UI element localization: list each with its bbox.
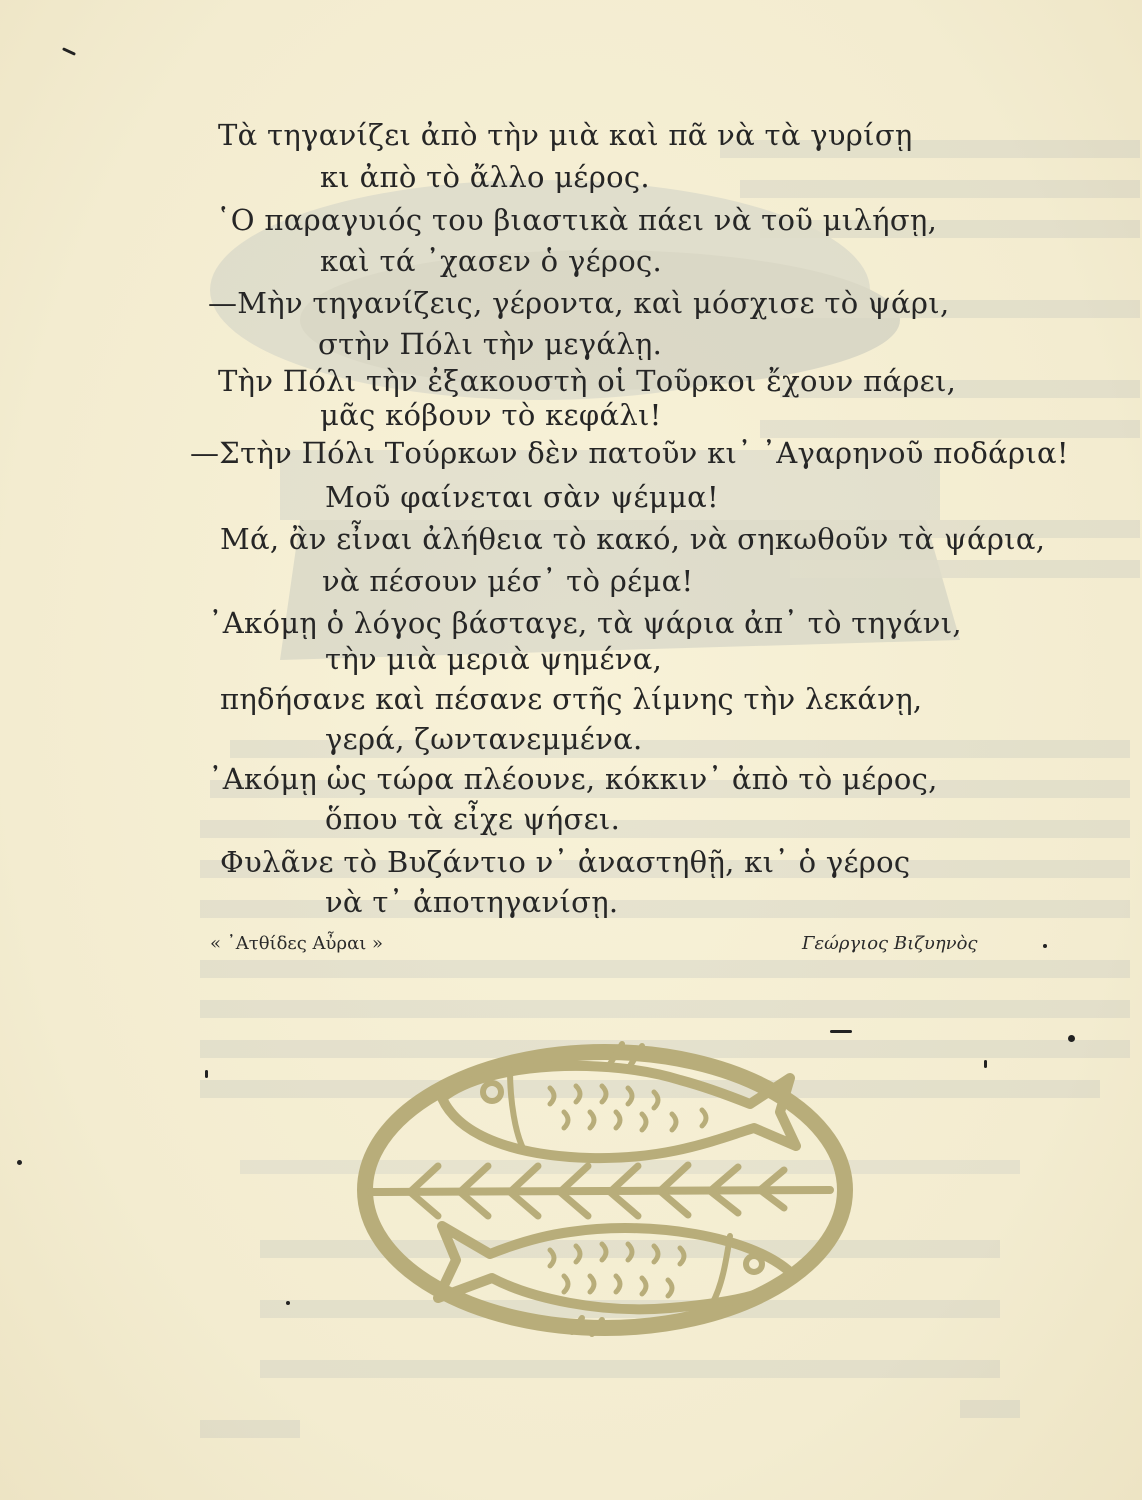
poem-line: Τὰ τηγανίζει ἀπὸ τὴν μιὰ καὶ πᾶ νὰ τὰ γυρίσῃ [218,118,913,152]
ink-speck [286,1301,290,1305]
poem-line: στὴν Πόλι τὴν μεγάλῃ. [318,327,663,361]
poem-line: —Μὴν τηγανίζεις, γέροντα, καὶ μόσχισε τὸ ψάρι, [208,286,950,320]
ink-speck [1043,944,1047,948]
poem-line: Μοῦ φαίνεται σὰν ψέμμα! [325,480,719,514]
poem-line: ὅπου τὰ εἶχε ψήσει. [325,802,621,836]
poem-line: ᾽Ακόμῃ ὡς τώρα πλέουνε, κόκκιν᾽ ἀπὸ τὸ μέρος, [208,762,938,796]
poem-line: πηδήσανε καὶ πέσανε στῆς λίμνης τὴν λεκάνῃ, [220,682,923,716]
poem-line: νὰ τ᾽ ἀποτηγανίσῃ. [325,885,619,919]
poem-line: κι ἀπὸ τὸ ἄλλο μέρος. [320,160,650,194]
poem-line: τὴν μιὰ μεριὰ ψημένα, [325,642,663,676]
poem-line: καὶ τά ᾽χασεν ὁ γέρος. [320,244,663,278]
poem-line: ᾽Ακόμῃ ὁ λόγος βάσταγε, τὰ ψάρια ἀπ᾽ τὸ τηγάνι, [208,606,962,640]
poem-line: ῾Ο παραγυιός του βιαστικὰ πάει νὰ τοῦ μιλήσῃ, [216,203,938,237]
ink-speck [984,1060,987,1068]
two-fish-and-branch-icon [350,1040,860,1340]
poem-line: Μά, ἂν εἶναι ἀλήθεια τὸ κακό, νὰ σηκωθοῦν τὰ ψάρια, [220,522,1046,556]
ink-speck [830,1030,852,1033]
poem-line: γερά, ζωντανεμμένα. [325,722,643,756]
poem-line: μᾶς κόβουν τὸ κεφάλι! [320,398,662,432]
ink-speck [17,1160,22,1165]
ink-speck [205,1070,208,1078]
poem-author: Γεώργιος Βιζυηνὸς [802,933,978,954]
poem-line: —Στὴν Πόλι Τούρκων δὲν πατοῦν κι᾽ ᾽Αγαρηνοῦ ποδάρια! [190,436,1069,470]
ink-speck [1068,1035,1075,1042]
poem-line: νὰ πέσουν μέσ᾽ τὸ ρέμα! [322,564,694,598]
poem-line: Φυλᾶνε τὸ Βυζάντιο ν᾽ ἀναστηθῇ, κι᾽ ὁ γέρος [220,845,911,879]
poem-source: « ᾽Ατθίδες Αὖραι » [210,933,384,954]
poem-line: Τὴν Πόλι τὴν ἐξακουστὴ οἱ Τοῦρκοι ἔχουν πάρει, [218,364,957,398]
